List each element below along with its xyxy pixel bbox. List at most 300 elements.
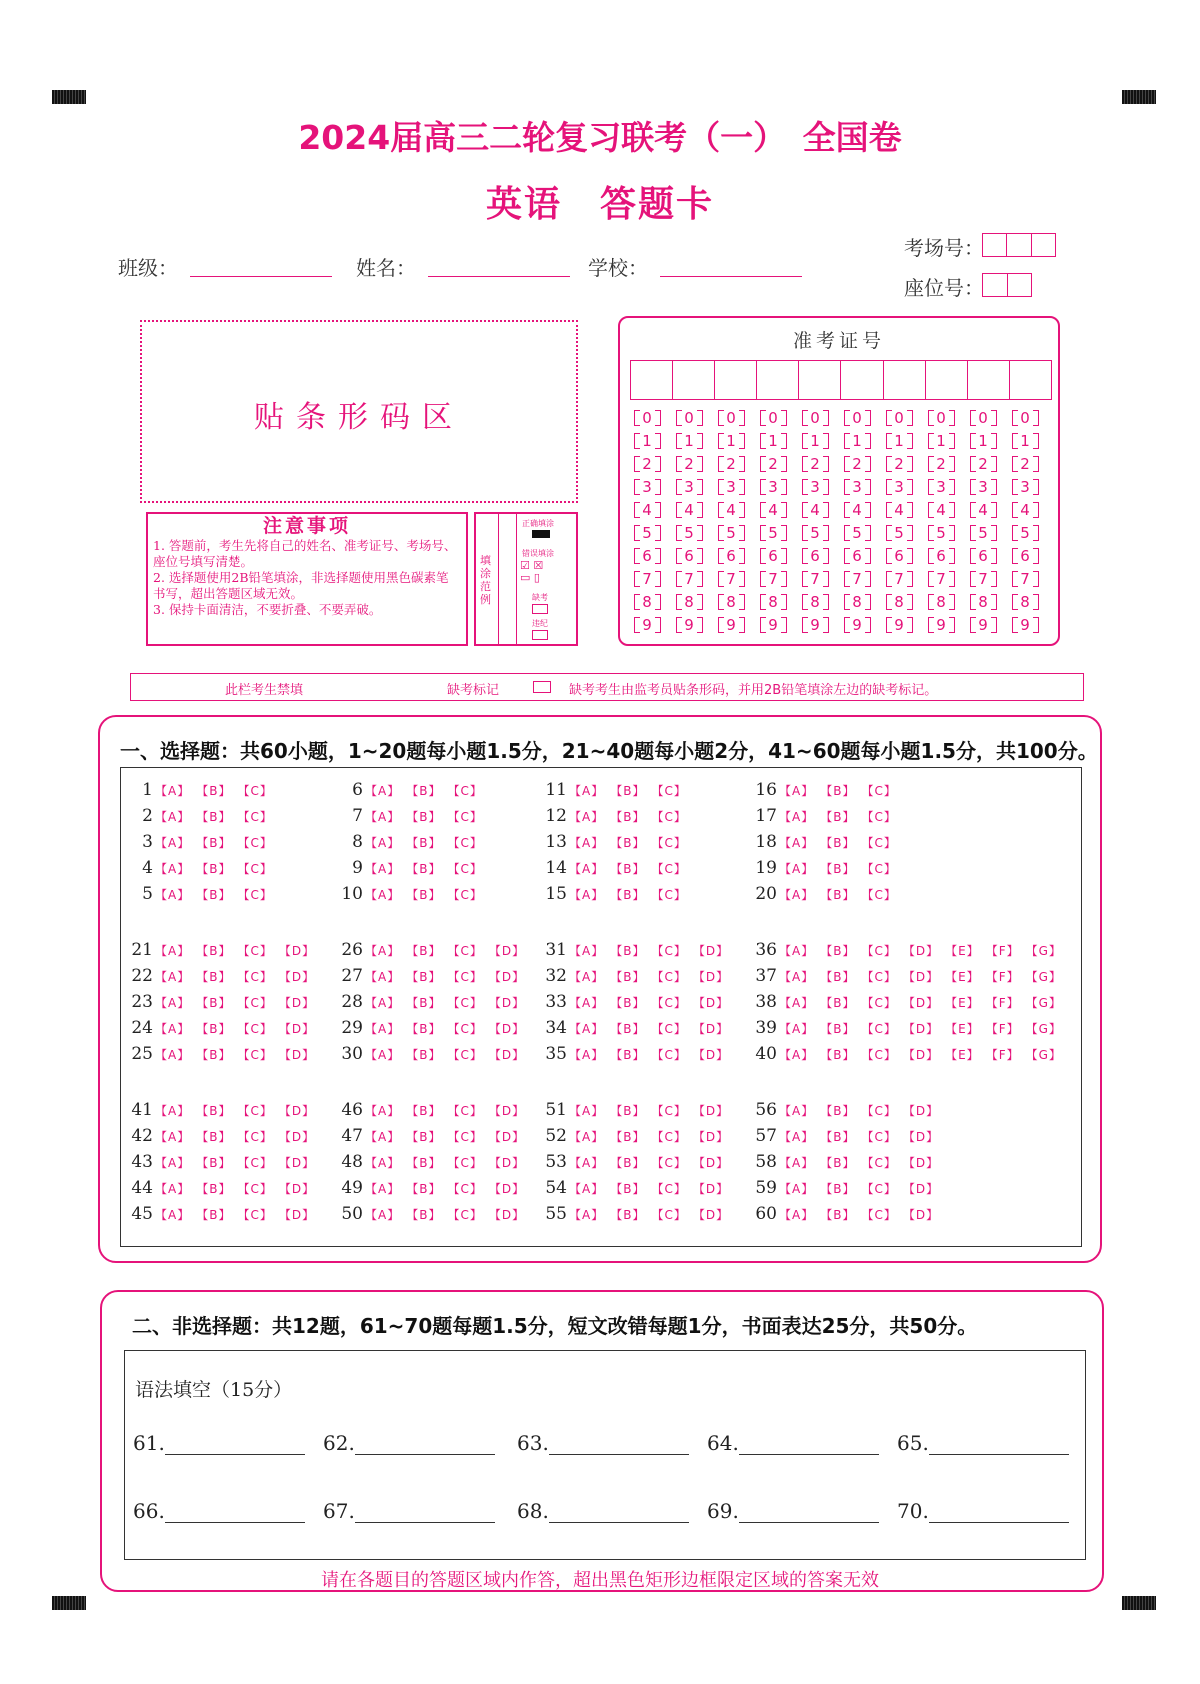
answer-bubble[interactable]: 【A】 bbox=[569, 784, 605, 798]
answer-bubble[interactable]: 【A】 bbox=[779, 944, 815, 958]
answer-bubble[interactable]: 【A】 bbox=[779, 810, 815, 824]
answer-bubble[interactable]: 【C】 bbox=[447, 1048, 483, 1062]
answer-bubble[interactable]: 【C】 bbox=[861, 1104, 897, 1118]
exam-id-digit-bubble[interactable]: 5 bbox=[936, 524, 946, 542]
exam-id-digit-bubble[interactable]: 4 bbox=[684, 501, 694, 519]
answer-bubble[interactable]: 【C】 bbox=[651, 944, 687, 958]
grammar-blank[interactable] bbox=[323, 1499, 495, 1523]
answer-bubble[interactable]: 【C】 bbox=[651, 1130, 687, 1144]
answer-bubble[interactable]: 【B】 bbox=[196, 1182, 232, 1196]
exam-id-digit-bubble[interactable]: 3 bbox=[894, 478, 904, 496]
exam-id-digit-bubble[interactable]: 4 bbox=[894, 501, 904, 519]
answer-bubble[interactable]: 【B】 bbox=[406, 810, 442, 824]
exam-id-digit-bubble[interactable]: 7 bbox=[936, 570, 946, 588]
exam-id-digit-bubble[interactable]: 8 bbox=[978, 593, 988, 611]
answer-bubble[interactable]: 【C】 bbox=[237, 784, 273, 798]
blank-line[interactable] bbox=[739, 1502, 879, 1523]
answer-bubble[interactable]: 【D】 bbox=[278, 1104, 316, 1118]
answer-bubble[interactable]: 【C】 bbox=[861, 1048, 897, 1062]
exam-id-digit-bubble[interactable]: 7 bbox=[978, 570, 988, 588]
exam-id-digit-bubble[interactable]: 6 bbox=[852, 547, 862, 565]
grammar-blank[interactable] bbox=[133, 1499, 305, 1523]
exam-id-digit-bubble[interactable]: 8 bbox=[936, 593, 946, 611]
exam-id-digit-bubble[interactable]: 4 bbox=[852, 501, 862, 519]
exam-id-digit-bubble[interactable]: 7 bbox=[768, 570, 778, 588]
exam-id-digit-bubble[interactable]: 3 bbox=[810, 478, 820, 496]
answer-bubble[interactable]: 【C】 bbox=[237, 970, 273, 984]
exam-id-digit-bubble[interactable]: 2 bbox=[978, 455, 988, 473]
answer-bubble[interactable]: 【B】 bbox=[196, 888, 232, 902]
answer-bubble[interactable]: 【B】 bbox=[820, 784, 856, 798]
answer-bubble[interactable]: 【E】 bbox=[945, 1022, 980, 1036]
blank-line[interactable] bbox=[165, 1434, 305, 1455]
answer-bubble[interactable]: 【E】 bbox=[945, 944, 980, 958]
answer-bubble[interactable]: 【C】 bbox=[651, 862, 687, 876]
answer-bubble[interactable]: 【C】 bbox=[447, 862, 483, 876]
answer-bubble[interactable]: 【A】 bbox=[779, 1048, 815, 1062]
answer-bubble[interactable]: 【D】 bbox=[902, 944, 940, 958]
answer-bubble[interactable]: 【C】 bbox=[237, 888, 273, 902]
grammar-blank[interactable] bbox=[517, 1431, 689, 1455]
answer-bubble[interactable]: 【A】 bbox=[569, 1104, 605, 1118]
answer-bubble[interactable]: 【B】 bbox=[406, 1104, 442, 1118]
exam-id-digit-bubble[interactable]: 5 bbox=[684, 524, 694, 542]
answer-bubble[interactable]: 【B】 bbox=[820, 1022, 856, 1036]
answer-bubble[interactable]: 【B】 bbox=[610, 810, 646, 824]
exam-id-digit-bubble[interactable]: 8 bbox=[768, 593, 778, 611]
exam-id-digit-bubble[interactable]: 8 bbox=[726, 593, 736, 611]
answer-bubble[interactable]: 【D】 bbox=[278, 970, 316, 984]
answer-bubble[interactable]: 【A】 bbox=[569, 1130, 605, 1144]
answer-bubble[interactable]: 【B】 bbox=[196, 836, 232, 850]
exam-id-digit-bubble[interactable]: 1 bbox=[642, 432, 652, 450]
exam-id-digit-bubble[interactable]: 8 bbox=[852, 593, 862, 611]
exam-id-digit-bubble[interactable]: 0 bbox=[642, 409, 652, 427]
answer-bubble[interactable]: 【B】 bbox=[406, 944, 442, 958]
answer-bubble[interactable]: 【A】 bbox=[155, 1048, 191, 1062]
answer-bubble[interactable]: 【A】 bbox=[155, 1208, 191, 1222]
answer-bubble[interactable]: 【C】 bbox=[447, 1104, 483, 1118]
answer-bubble[interactable]: 【D】 bbox=[278, 1022, 316, 1036]
answer-bubble[interactable]: 【B】 bbox=[196, 996, 232, 1010]
answer-bubble[interactable]: 【A】 bbox=[365, 862, 401, 876]
seat-number-boxes[interactable] bbox=[982, 273, 1032, 297]
answer-bubble[interactable]: 【A】 bbox=[365, 1156, 401, 1170]
exam-id-digit-bubble[interactable]: 2 bbox=[936, 455, 946, 473]
answer-bubble[interactable]: 【B】 bbox=[610, 888, 646, 902]
answer-bubble[interactable]: 【D】 bbox=[902, 970, 940, 984]
answer-bubble[interactable]: 【C】 bbox=[651, 1022, 687, 1036]
answer-bubble[interactable]: 【F】 bbox=[985, 970, 1020, 984]
exam-id-digit-bubble[interactable]: 8 bbox=[810, 593, 820, 611]
answer-bubble[interactable]: 【A】 bbox=[155, 996, 191, 1010]
answer-bubble[interactable]: 【B】 bbox=[820, 836, 856, 850]
exam-id-digit-bubble[interactable]: 1 bbox=[894, 432, 904, 450]
answer-bubble[interactable]: 【B】 bbox=[820, 996, 856, 1010]
answer-bubble[interactable]: 【D】 bbox=[278, 1156, 316, 1170]
answer-bubble[interactable]: 【D】 bbox=[488, 944, 526, 958]
answer-bubble[interactable]: 【C】 bbox=[237, 1182, 273, 1196]
answer-bubble[interactable]: 【D】 bbox=[692, 1208, 730, 1222]
answer-bubble[interactable]: 【A】 bbox=[155, 970, 191, 984]
answer-bubble[interactable]: 【F】 bbox=[985, 944, 1020, 958]
answer-bubble[interactable]: 【A】 bbox=[569, 836, 605, 850]
answer-bubble[interactable]: 【D】 bbox=[278, 1130, 316, 1144]
exam-id-digit-bubble[interactable]: 2 bbox=[894, 455, 904, 473]
exam-id-digit-bubble[interactable]: 0 bbox=[936, 409, 946, 427]
answer-bubble[interactable]: 【D】 bbox=[692, 1104, 730, 1118]
exam-id-digit-bubble[interactable]: 6 bbox=[684, 547, 694, 565]
exam-id-digit-bubble[interactable]: 2 bbox=[768, 455, 778, 473]
answer-bubble[interactable]: 【D】 bbox=[488, 1130, 526, 1144]
answer-bubble[interactable]: 【C】 bbox=[237, 1022, 273, 1036]
answer-bubble[interactable]: 【B】 bbox=[820, 862, 856, 876]
answer-bubble[interactable]: 【B】 bbox=[406, 1130, 442, 1144]
class-field[interactable] bbox=[190, 276, 332, 277]
answer-bubble[interactable]: 【A】 bbox=[365, 784, 401, 798]
exam-id-digit-bubble[interactable]: 3 bbox=[1020, 478, 1030, 496]
exam-id-digit-bubble[interactable]: 9 bbox=[1020, 616, 1030, 634]
answer-bubble[interactable]: 【D】 bbox=[692, 1022, 730, 1036]
answer-bubble[interactable]: 【C】 bbox=[861, 1156, 897, 1170]
answer-bubble[interactable]: 【B】 bbox=[610, 1208, 646, 1222]
exam-id-digit-bubble[interactable]: 8 bbox=[684, 593, 694, 611]
answer-bubble[interactable]: 【A】 bbox=[779, 1182, 815, 1196]
answer-bubble[interactable]: 【A】 bbox=[779, 862, 815, 876]
exam-id-digit-bubble[interactable]: 9 bbox=[894, 616, 904, 634]
answer-bubble[interactable]: 【C】 bbox=[447, 836, 483, 850]
answer-bubble[interactable]: 【A】 bbox=[569, 944, 605, 958]
exam-id-digit-bubble[interactable]: 2 bbox=[726, 455, 736, 473]
answer-bubble[interactable]: 【D】 bbox=[278, 1048, 316, 1062]
blank-line[interactable] bbox=[929, 1502, 1069, 1523]
answer-bubble[interactable]: 【C】 bbox=[447, 1156, 483, 1170]
answer-bubble[interactable]: 【B】 bbox=[820, 1208, 856, 1222]
answer-bubble[interactable]: 【A】 bbox=[569, 810, 605, 824]
exam-id-digit-bubble[interactable]: 5 bbox=[894, 524, 904, 542]
answer-bubble[interactable]: 【E】 bbox=[945, 1048, 980, 1062]
answer-bubble[interactable]: 【C】 bbox=[861, 810, 897, 824]
exam-id-digit-bubble[interactable]: 4 bbox=[642, 501, 652, 519]
answer-bubble[interactable]: 【A】 bbox=[155, 944, 191, 958]
answer-bubble[interactable]: 【B】 bbox=[610, 1130, 646, 1144]
grammar-blank[interactable] bbox=[133, 1431, 305, 1455]
answer-bubble[interactable]: 【C】 bbox=[237, 1156, 273, 1170]
answer-bubble[interactable]: 【G】 bbox=[1025, 970, 1062, 984]
answer-bubble[interactable]: 【B】 bbox=[610, 836, 646, 850]
answer-bubble[interactable]: 【A】 bbox=[155, 1022, 191, 1036]
answer-bubble[interactable]: 【A】 bbox=[779, 836, 815, 850]
answer-bubble[interactable]: 【D】 bbox=[902, 1182, 940, 1196]
answer-bubble[interactable]: 【A】 bbox=[779, 1130, 815, 1144]
blank-line[interactable] bbox=[165, 1502, 305, 1523]
answer-bubble[interactable]: 【C】 bbox=[651, 1104, 687, 1118]
exam-id-digit-bubble[interactable]: 0 bbox=[684, 409, 694, 427]
answer-bubble[interactable]: 【A】 bbox=[569, 888, 605, 902]
exam-id-digit-bubble[interactable]: 2 bbox=[642, 455, 652, 473]
exam-id-digit-bubble[interactable]: 0 bbox=[768, 409, 778, 427]
answer-bubble[interactable]: 【A】 bbox=[155, 1156, 191, 1170]
answer-bubble[interactable]: 【B】 bbox=[610, 1022, 646, 1036]
exam-id-digit-bubble[interactable]: 6 bbox=[936, 547, 946, 565]
answer-bubble[interactable]: 【C】 bbox=[861, 944, 897, 958]
exam-id-digit-bubble[interactable]: 1 bbox=[852, 432, 862, 450]
exam-id-digit-bubble[interactable]: 1 bbox=[810, 432, 820, 450]
blank-line[interactable] bbox=[355, 1502, 495, 1523]
blank-line[interactable] bbox=[929, 1434, 1069, 1455]
exam-id-digit-bubble[interactable]: 9 bbox=[684, 616, 694, 634]
exam-id-digit-bubble[interactable]: 7 bbox=[642, 570, 652, 588]
answer-bubble[interactable]: 【D】 bbox=[692, 944, 730, 958]
answer-bubble[interactable]: 【A】 bbox=[365, 836, 401, 850]
exam-id-digit-bubble[interactable]: 8 bbox=[894, 593, 904, 611]
exam-id-digit-bubble[interactable]: 0 bbox=[1020, 409, 1030, 427]
exam-id-digit-bubble[interactable]: 1 bbox=[936, 432, 946, 450]
answer-bubble[interactable]: 【B】 bbox=[820, 1130, 856, 1144]
answer-bubble[interactable]: 【A】 bbox=[365, 1048, 401, 1062]
answer-bubble[interactable]: 【B】 bbox=[196, 944, 232, 958]
exam-id-digit-bubble[interactable]: 9 bbox=[642, 616, 652, 634]
answer-bubble[interactable]: 【C】 bbox=[237, 1104, 273, 1118]
exam-id-digit-bubble[interactable]: 4 bbox=[978, 501, 988, 519]
answer-bubble[interactable]: 【A】 bbox=[365, 944, 401, 958]
answer-bubble[interactable]: 【A】 bbox=[155, 810, 191, 824]
exam-id-digit-bubble[interactable]: 9 bbox=[726, 616, 736, 634]
answer-bubble[interactable]: 【C】 bbox=[861, 1022, 897, 1036]
answer-bubble[interactable]: 【B】 bbox=[406, 1208, 442, 1222]
answer-bubble[interactable]: 【C】 bbox=[447, 996, 483, 1010]
answer-bubble[interactable]: 【D】 bbox=[692, 970, 730, 984]
exam-id-digit-bubble[interactable]: 1 bbox=[1020, 432, 1030, 450]
answer-bubble[interactable]: 【B】 bbox=[820, 970, 856, 984]
exam-id-digit-bubble[interactable]: 2 bbox=[1020, 455, 1030, 473]
answer-bubble[interactable]: 【A】 bbox=[569, 862, 605, 876]
exam-id-digit-bubble[interactable]: 6 bbox=[978, 547, 988, 565]
answer-bubble[interactable]: 【B】 bbox=[610, 784, 646, 798]
absent-mark-box[interactable] bbox=[533, 681, 551, 693]
exam-id-digit-bubble[interactable]: 3 bbox=[642, 478, 652, 496]
answer-bubble[interactable]: 【C】 bbox=[861, 836, 897, 850]
answer-bubble[interactable]: 【A】 bbox=[779, 1156, 815, 1170]
answer-bubble[interactable]: 【C】 bbox=[237, 1130, 273, 1144]
exam-id-digit-bubble[interactable]: 3 bbox=[978, 478, 988, 496]
answer-bubble[interactable]: 【B】 bbox=[196, 1156, 232, 1170]
answer-bubble[interactable]: 【A】 bbox=[365, 970, 401, 984]
exam-id-digit-bubble[interactable]: 4 bbox=[810, 501, 820, 519]
exam-id-digit-bubble[interactable]: 3 bbox=[852, 478, 862, 496]
answer-bubble[interactable]: 【D】 bbox=[902, 1130, 940, 1144]
exam-id-digit-bubble[interactable]: 5 bbox=[642, 524, 652, 542]
answer-bubble[interactable]: 【A】 bbox=[779, 1208, 815, 1222]
exam-id-digit-bubble[interactable]: 2 bbox=[810, 455, 820, 473]
answer-bubble[interactable]: 【E】 bbox=[945, 970, 980, 984]
exam-id-write-cells[interactable] bbox=[630, 360, 1052, 400]
answer-bubble[interactable]: 【D】 bbox=[902, 1022, 940, 1036]
answer-bubble[interactable]: 【B】 bbox=[610, 1156, 646, 1170]
exam-id-digit-bubble[interactable]: 0 bbox=[978, 409, 988, 427]
answer-bubble[interactable]: 【F】 bbox=[985, 996, 1020, 1010]
answer-bubble[interactable]: 【A】 bbox=[779, 888, 815, 902]
exam-id-digit-bubble[interactable]: 7 bbox=[852, 570, 862, 588]
answer-bubble[interactable]: 【B】 bbox=[820, 1104, 856, 1118]
answer-bubble[interactable]: 【D】 bbox=[902, 1156, 940, 1170]
answer-bubble[interactable]: 【G】 bbox=[1025, 944, 1062, 958]
exam-id-digit-bubble[interactable]: 5 bbox=[978, 524, 988, 542]
answer-bubble[interactable]: 【C】 bbox=[651, 1182, 687, 1196]
exam-id-digit-bubble[interactable]: 7 bbox=[684, 570, 694, 588]
answer-bubble[interactable]: 【D】 bbox=[488, 1022, 526, 1036]
answer-bubble[interactable]: 【C】 bbox=[237, 944, 273, 958]
exam-id-digit-bubble[interactable]: 0 bbox=[894, 409, 904, 427]
answer-bubble[interactable]: 【B】 bbox=[820, 1156, 856, 1170]
answer-bubble[interactable]: 【C】 bbox=[651, 1208, 687, 1222]
answer-bubble[interactable]: 【D】 bbox=[488, 970, 526, 984]
answer-bubble[interactable]: 【D】 bbox=[902, 1104, 940, 1118]
answer-bubble[interactable]: 【B】 bbox=[820, 1048, 856, 1062]
blank-line[interactable] bbox=[549, 1502, 689, 1523]
answer-bubble[interactable]: 【D】 bbox=[278, 996, 316, 1010]
exam-id-digit-bubble[interactable]: 6 bbox=[726, 547, 736, 565]
exam-id-digit-bubble[interactable]: 3 bbox=[726, 478, 736, 496]
answer-bubble[interactable]: 【G】 bbox=[1025, 996, 1062, 1010]
answer-bubble[interactable]: 【A】 bbox=[569, 970, 605, 984]
answer-bubble[interactable]: 【D】 bbox=[278, 1182, 316, 1196]
answer-bubble[interactable]: 【C】 bbox=[447, 1022, 483, 1036]
answer-bubble[interactable]: 【C】 bbox=[651, 1048, 687, 1062]
answer-bubble[interactable]: 【A】 bbox=[569, 1156, 605, 1170]
answer-bubble[interactable]: 【B】 bbox=[406, 1156, 442, 1170]
exam-id-digit-bubble[interactable]: 5 bbox=[852, 524, 862, 542]
exam-id-digit-bubble[interactable]: 9 bbox=[936, 616, 946, 634]
answer-bubble[interactable]: 【C】 bbox=[237, 862, 273, 876]
answer-bubble[interactable]: 【B】 bbox=[820, 1182, 856, 1196]
answer-bubble[interactable]: 【C】 bbox=[447, 1130, 483, 1144]
answer-bubble[interactable]: 【B】 bbox=[196, 1048, 232, 1062]
answer-bubble[interactable]: 【C】 bbox=[447, 970, 483, 984]
answer-bubble[interactable]: 【D】 bbox=[278, 944, 316, 958]
exam-id-digit-bubble[interactable]: 3 bbox=[768, 478, 778, 496]
answer-bubble[interactable]: 【B】 bbox=[610, 862, 646, 876]
exam-id-digit-bubble[interactable]: 6 bbox=[810, 547, 820, 565]
answer-bubble[interactable]: 【C】 bbox=[447, 944, 483, 958]
exam-id-digit-bubble[interactable]: 4 bbox=[768, 501, 778, 519]
answer-bubble[interactable]: 【D】 bbox=[488, 996, 526, 1010]
room-number-boxes[interactable] bbox=[982, 233, 1056, 257]
answer-bubble[interactable]: 【A】 bbox=[155, 1182, 191, 1196]
answer-bubble[interactable]: 【A】 bbox=[569, 1048, 605, 1062]
answer-bubble[interactable]: 【B】 bbox=[820, 810, 856, 824]
exam-id-digit-bubble[interactable]: 0 bbox=[810, 409, 820, 427]
answer-bubble[interactable]: 【C】 bbox=[447, 1182, 483, 1196]
exam-id-digit-bubble[interactable]: 1 bbox=[768, 432, 778, 450]
answer-bubble[interactable]: 【A】 bbox=[365, 1208, 401, 1222]
answer-bubble[interactable]: 【C】 bbox=[447, 784, 483, 798]
answer-bubble[interactable]: 【C】 bbox=[861, 862, 897, 876]
exam-id-digit-bubble[interactable]: 7 bbox=[810, 570, 820, 588]
answer-bubble[interactable]: 【G】 bbox=[1025, 1022, 1062, 1036]
exam-id-digit-bubble[interactable]: 5 bbox=[768, 524, 778, 542]
exam-id-digit-bubble[interactable]: 7 bbox=[1020, 570, 1030, 588]
answer-bubble[interactable]: 【B】 bbox=[196, 810, 232, 824]
answer-bubble[interactable]: 【B】 bbox=[196, 784, 232, 798]
answer-bubble[interactable]: 【B】 bbox=[406, 836, 442, 850]
answer-bubble[interactable]: 【C】 bbox=[861, 1208, 897, 1222]
answer-bubble[interactable]: 【B】 bbox=[610, 1182, 646, 1196]
exam-id-digit-bubble[interactable]: 0 bbox=[852, 409, 862, 427]
exam-id-digit-bubble[interactable]: 6 bbox=[1020, 547, 1030, 565]
answer-bubble[interactable]: 【C】 bbox=[861, 784, 897, 798]
exam-id-digit-bubble[interactable]: 9 bbox=[768, 616, 778, 634]
exam-id-digit-bubble[interactable]: 6 bbox=[894, 547, 904, 565]
answer-bubble[interactable]: 【A】 bbox=[365, 810, 401, 824]
exam-id-digit-bubble[interactable]: 6 bbox=[642, 547, 652, 565]
exam-id-digit-bubble[interactable]: 2 bbox=[852, 455, 862, 473]
answer-bubble[interactable]: 【C】 bbox=[861, 888, 897, 902]
exam-id-digit-bubble[interactable]: 3 bbox=[684, 478, 694, 496]
exam-id-digit-bubble[interactable]: 0 bbox=[726, 409, 736, 427]
answer-bubble[interactable]: 【A】 bbox=[365, 1130, 401, 1144]
exam-id-digit-bubble[interactable]: 5 bbox=[1020, 524, 1030, 542]
exam-id-digit-bubble[interactable]: 4 bbox=[726, 501, 736, 519]
answer-bubble[interactable]: 【C】 bbox=[447, 888, 483, 902]
answer-bubble[interactable]: 【A】 bbox=[779, 784, 815, 798]
answer-bubble[interactable]: 【C】 bbox=[651, 996, 687, 1010]
grammar-blank[interactable] bbox=[323, 1431, 495, 1455]
answer-bubble[interactable]: 【A】 bbox=[155, 1104, 191, 1118]
exam-id-digit-bubble[interactable]: 4 bbox=[1020, 501, 1030, 519]
answer-bubble[interactable]: 【C】 bbox=[861, 1182, 897, 1196]
answer-bubble[interactable]: 【A】 bbox=[365, 1182, 401, 1196]
grammar-blank[interactable] bbox=[707, 1431, 879, 1455]
answer-bubble[interactable]: 【B】 bbox=[406, 888, 442, 902]
answer-bubble[interactable]: 【C】 bbox=[861, 970, 897, 984]
exam-id-digit-bubble[interactable]: 2 bbox=[684, 455, 694, 473]
grammar-blank[interactable] bbox=[517, 1499, 689, 1523]
answer-bubble[interactable]: 【B】 bbox=[196, 1208, 232, 1222]
answer-bubble[interactable]: 【E】 bbox=[945, 996, 980, 1010]
exam-id-digit-bubble[interactable]: 5 bbox=[726, 524, 736, 542]
answer-bubble[interactable]: 【B】 bbox=[406, 784, 442, 798]
answer-bubble[interactable]: 【D】 bbox=[488, 1048, 526, 1062]
answer-bubble[interactable]: 【A】 bbox=[779, 1104, 815, 1118]
exam-id-digit-bubble[interactable]: 9 bbox=[810, 616, 820, 634]
answer-bubble[interactable]: 【A】 bbox=[365, 888, 401, 902]
answer-bubble[interactable]: 【B】 bbox=[406, 1048, 442, 1062]
exam-id-digit-bubble[interactable]: 7 bbox=[726, 570, 736, 588]
exam-id-digit-bubble[interactable]: 7 bbox=[894, 570, 904, 588]
answer-bubble[interactable]: 【C】 bbox=[651, 970, 687, 984]
answer-bubble[interactable]: 【F】 bbox=[985, 1048, 1020, 1062]
exam-id-digit-bubble[interactable]: 4 bbox=[936, 501, 946, 519]
answer-bubble[interactable]: 【C】 bbox=[651, 836, 687, 850]
answer-bubble[interactable]: 【D】 bbox=[692, 996, 730, 1010]
answer-bubble[interactable]: 【A】 bbox=[779, 970, 815, 984]
answer-bubble[interactable]: 【C】 bbox=[861, 996, 897, 1010]
grammar-blank[interactable] bbox=[897, 1431, 1069, 1455]
answer-bubble[interactable]: 【B】 bbox=[196, 862, 232, 876]
answer-bubble[interactable]: 【C】 bbox=[651, 810, 687, 824]
answer-bubble[interactable]: 【D】 bbox=[902, 1048, 940, 1062]
exam-id-digit-bubble[interactable]: 8 bbox=[642, 593, 652, 611]
answer-bubble[interactable]: 【D】 bbox=[488, 1104, 526, 1118]
answer-bubble[interactable]: 【D】 bbox=[692, 1130, 730, 1144]
exam-id-digit-bubble[interactable]: 9 bbox=[852, 616, 862, 634]
answer-bubble[interactable]: 【B】 bbox=[196, 1104, 232, 1118]
answer-bubble[interactable]: 【B】 bbox=[406, 1182, 442, 1196]
answer-bubble[interactable]: 【D】 bbox=[488, 1208, 526, 1222]
answer-bubble[interactable]: 【G】 bbox=[1025, 1048, 1062, 1062]
exam-id-digit-bubble[interactable]: 8 bbox=[1020, 593, 1030, 611]
